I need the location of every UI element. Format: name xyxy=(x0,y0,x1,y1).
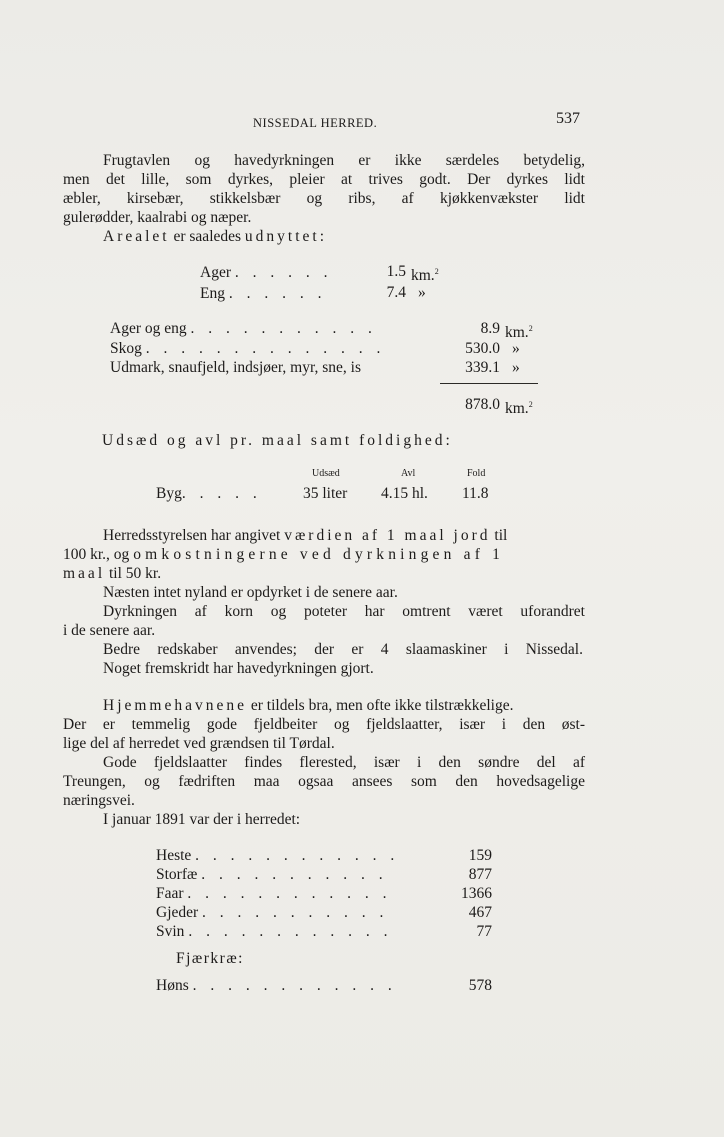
area-unit-eng: » xyxy=(418,284,426,301)
text-line: Næsten intet nyland er opdyrket i de senere aar. xyxy=(103,584,398,601)
text-line: æbler, kirsebær, stikkelsbær og ribs, af kjøkkenvækster lidt xyxy=(63,190,585,207)
seed-udsaed: 35 liter xyxy=(303,485,348,502)
livestock-value: 77 xyxy=(476,923,492,940)
poultry-value: 578 xyxy=(468,977,492,994)
area-unit-ager-og-eng: km.$^2$ xyxy=(505,324,533,341)
livestock-value: 159 xyxy=(468,847,492,864)
area-value-skog: 530.0 xyxy=(465,340,500,357)
text-line: Noget fremskridt har havedyrkningen gjort. xyxy=(103,660,374,677)
livestock-label: Gjeder . . . . . . . . . . . xyxy=(156,904,389,921)
col-header-fold: Fold xyxy=(467,468,486,479)
text-line: men det lille, som dyrkes, pleier at trives godt. Der dyrkes lidt xyxy=(63,171,585,188)
seed-row-label: Byg. . . . . xyxy=(156,485,262,502)
text-line: 100 kr., og omkostningerne ved dyrkningen af 1 xyxy=(63,546,505,563)
sum-rule xyxy=(440,383,538,384)
area-value-eng: 7.4 xyxy=(386,284,406,301)
text-line: Bedre redskaber anvendes; der er 4 slaamaskiner i Nissedal. xyxy=(103,641,583,658)
area-label-ager: Ager . . . . . . xyxy=(200,264,333,281)
area-value-udmark: 339.1 xyxy=(465,359,500,376)
area-unit-ager: km.$^2$ xyxy=(411,267,439,284)
livestock-label: Storfæ . . . . . . . . . . . xyxy=(156,866,388,883)
area-unit-skog: » xyxy=(512,340,520,357)
area-label-skog: Skog . . . . . . . . . . . . . . xyxy=(110,340,386,357)
page-number: 537 xyxy=(556,110,580,127)
livestock-label: Heste . . . . . . . . . . . . xyxy=(156,847,400,864)
text-line: Dyrkningen af korn og poteter har omtrent været uforandret xyxy=(103,603,585,620)
text-line: i de senere aar. xyxy=(63,622,156,639)
livestock-value: 1366 xyxy=(461,885,492,902)
livestock-label: Faar . . . . . . . . . . . . xyxy=(156,885,392,902)
livestock-label: Svin . . . . . . . . . . . . xyxy=(156,923,393,940)
livestock-value: 877 xyxy=(468,866,492,883)
area-unit-udmark: » xyxy=(512,359,520,376)
col-header-avl: Avl xyxy=(401,468,416,479)
text-line: Herredsstyrelsen har angivet værdien af 1 maal jord til xyxy=(103,527,508,544)
running-title: NISSEDAL HERRED. xyxy=(253,116,378,130)
area-total-value: 878.0 xyxy=(465,396,500,413)
poultry-label: Høns . . . . . . . . . . . . xyxy=(156,977,397,994)
seed-fold: 11.8 xyxy=(462,485,489,502)
seed-heading: Udsæd og avl pr. maal samt foldighed: xyxy=(102,432,453,449)
text-line: gulerødder, kaalrabi og næper. xyxy=(63,209,252,226)
livestock-value: 467 xyxy=(468,904,492,921)
text-line: Der er temmelig gode fjeldbeiter og fjeldslaatter, især i den øst- xyxy=(63,716,585,733)
area-label-eng: Eng . . . . . . xyxy=(200,285,327,302)
text-line: Hjemmehavnene er tildels bra, men ofte ikke tilstrækkelige. xyxy=(103,697,514,714)
area-value-ager: 1.5 xyxy=(386,263,406,280)
area-value-ager-og-eng: 8.9 xyxy=(480,320,500,337)
text-line: I januar 1891 var der i herredet: xyxy=(103,811,301,828)
text-line: Treungen, og fædriften maa ogsaa ansees som den hovedsagelige xyxy=(63,773,585,790)
text-line: maal til 50 kr. xyxy=(63,565,162,582)
text-line: næringsvei. xyxy=(63,792,135,809)
poultry-heading: Fjærkræ: xyxy=(176,950,244,967)
area-label-udmark: Udmark, snaufjeld, indsjøer, myr, sne, is xyxy=(110,359,362,376)
text-line: lige del af herredet ved grændsen til Tørdal. xyxy=(63,735,335,752)
text-line: Gode fjeldslaatter findes flerested, især i den søndre del af xyxy=(103,754,585,771)
text-line: Frugtavlen og havedyrkningen er ikke særdeles betydelig, xyxy=(103,152,585,169)
area-label-ager-og-eng: Ager og eng . . . . . . . . . . . xyxy=(110,320,377,337)
page-header xyxy=(0,110,724,130)
seed-avl: 4.15 hl. xyxy=(381,485,428,502)
col-header-udsaed: Udsæd xyxy=(312,468,340,479)
area-total-unit: km.$^2$ xyxy=(505,400,533,417)
area-heading: Arealet er saaledes udnyttet: xyxy=(103,228,325,245)
